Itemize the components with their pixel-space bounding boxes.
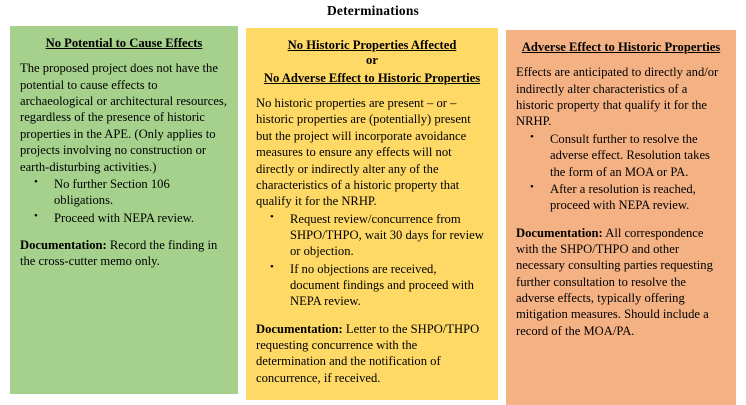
determination-card-no-potential — [10, 26, 238, 394]
card-documentation — [516, 225, 726, 340]
documentation-label: Documentation: — [20, 237, 107, 252]
determination-card-adverse-effect — [506, 30, 736, 405]
card-bullet-list — [256, 211, 488, 310]
card-body-text: No historic properties are present – or – historic properties are (potentially) present but the project will incorporate avoidance measures to ensure any effects will not directly or indirectly alter any of the characteristics of a historic property that qualify it for the NRHP. — [256, 96, 471, 209]
determination-card-no-historic-properties-affected — [246, 28, 498, 400]
list-item: • If no objections are received, document findings and proceed with NEPA review. — [256, 261, 488, 310]
list-item: • Proceed with NEPA review. — [20, 210, 228, 226]
card-bullet-list — [516, 131, 726, 214]
card-heading — [20, 36, 228, 51]
page-title: Determinations — [326, 3, 420, 18]
list-item: • Consult further to resolve the adverse effect. Resolution takes the form of an MOA or PA. — [516, 131, 726, 180]
documentation-text: Record the finding in the cross-cutter memo only. — [20, 237, 218, 269]
card-heading-text: No Historic Properties Affected — [287, 38, 457, 52]
card-heading-conjunction: or — [366, 53, 378, 68]
list-item: • No further Section 106 obligations. — [20, 176, 228, 209]
card-heading-secondary — [256, 71, 488, 86]
card-heading — [256, 38, 488, 53]
documentation-text: All correspondence with the SHPO/THPO and other necessary consulting parties requesting further consultation to resolve the adverse effects, typically offering mitigation measures. Should include a record of the MOA/PA. — [516, 225, 713, 338]
list-item: • Request review/concurrence from SHPO/THPO, wait 30 days for review or objection. — [256, 211, 488, 260]
card-documentation — [20, 237, 228, 270]
card-heading-secondary-text: No Adverse Effect to Historic Properties — [263, 70, 481, 85]
card-body-text: Effects are anticipated to directly and/or indirectly alter characteristics of a historic property that qualify it for the NRHP. — [516, 65, 719, 129]
list-item: • After a resolution is reached, proceed with NEPA review. — [516, 181, 726, 214]
card-heading-text: Adverse Effect to Historic Properties — [521, 40, 721, 54]
documentation-label: Documentation: — [256, 321, 343, 336]
determination-columns — [10, 26, 736, 405]
card-bullet-list — [20, 176, 228, 226]
card-body-text: The proposed project does not have the potential to cause effects to archaeological or architectural resources, regardless of the presence of historic properties in the APE. (Only applies to projects involving no construction or earth-disturbing activities.) — [20, 61, 227, 174]
card-heading-text: No Potential to Cause Effects — [45, 36, 203, 50]
documentation-text: Letter to the SHPO/THPO requesting concurrence with the determination and the notification of concurrence, if received. — [256, 321, 480, 385]
documentation-label: Documentation: — [516, 225, 603, 240]
card-heading — [516, 40, 726, 55]
card-documentation — [256, 321, 488, 386]
